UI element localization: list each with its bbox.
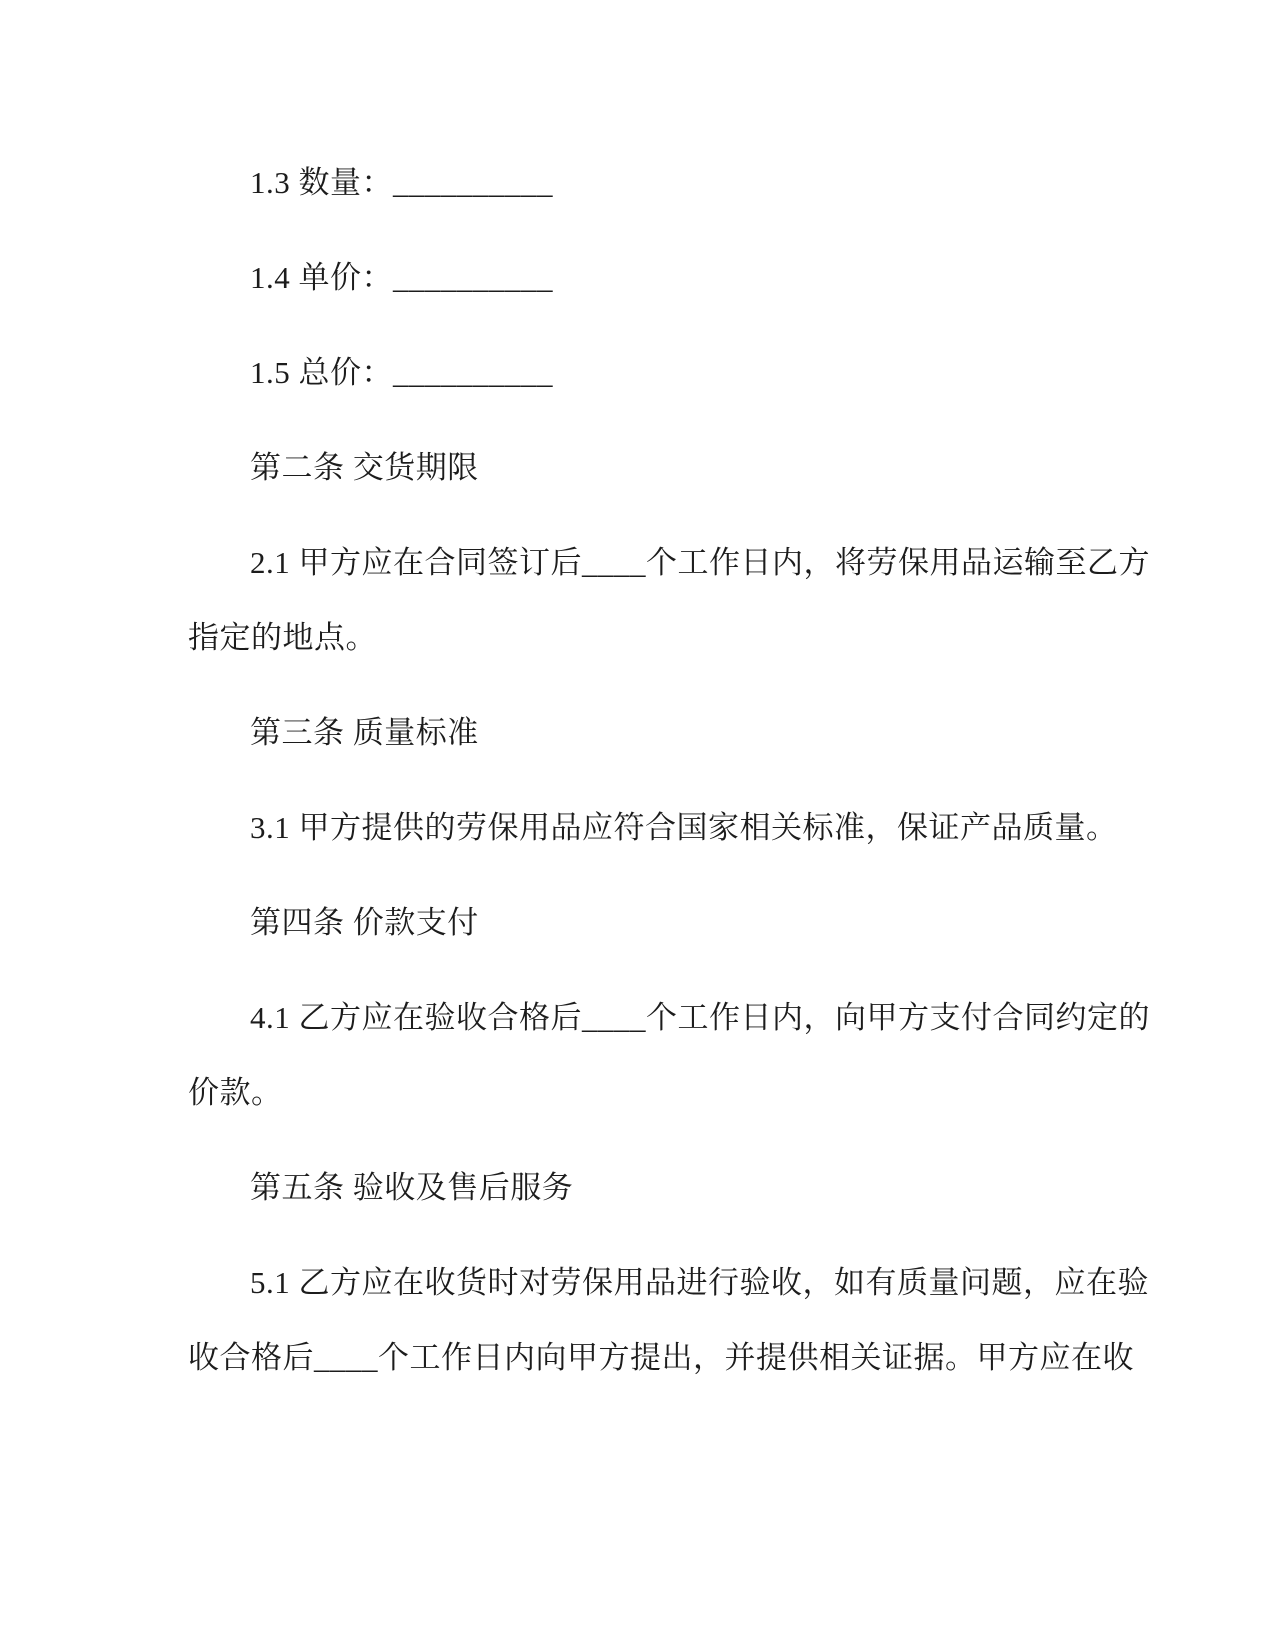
text-line: 3.1 甲方提供的劳保用品应符合国家相关标准，保证产品质量。: [250, 810, 1118, 845]
text-line: 1.5 总价：__________: [250, 355, 553, 390]
heading-article-5: [188, 1150, 1158, 1225]
heading-line: 第三条 质量标准: [250, 715, 479, 750]
heading-article-2: [188, 430, 1158, 505]
text-line: 2.1 甲方应在合同签订后____个工作日内，将劳保用品运输至乙方: [250, 545, 1150, 580]
text-line: 4.1 乙方应在验收合格后____个工作日内，向甲方支付合同约定的: [250, 1000, 1150, 1035]
clause-3-1: [188, 790, 1158, 865]
field-total-price: [188, 335, 1158, 410]
heading-line: 第五条 验收及售后服务: [250, 1170, 574, 1205]
text-line: 1.4 单价：__________: [250, 260, 553, 295]
text-line: 指定的地点。: [188, 620, 377, 655]
clause-5-1: [188, 1245, 1158, 1395]
document-body: [188, 145, 1158, 1415]
heading-line: 第四条 价款支付: [250, 905, 479, 940]
text-line: 价款。: [188, 1075, 283, 1110]
clause-4-1: [188, 980, 1158, 1130]
text-line: 1.3 数量：__________: [250, 165, 553, 200]
heading-article-4: [188, 885, 1158, 960]
field-unit-price: [188, 240, 1158, 315]
field-quantity: [188, 145, 1158, 220]
text-line: 5.1 乙方应在收货时对劳保用品进行验收，如有质量问题，应在验: [250, 1265, 1149, 1300]
clause-2-1: [188, 525, 1158, 675]
text-line: 收合格后____个工作日内向甲方提出，并提供相关证据。甲方应在收: [188, 1340, 1134, 1375]
heading-line: 第二条 交货期限: [250, 450, 479, 485]
heading-article-3: [188, 695, 1158, 770]
